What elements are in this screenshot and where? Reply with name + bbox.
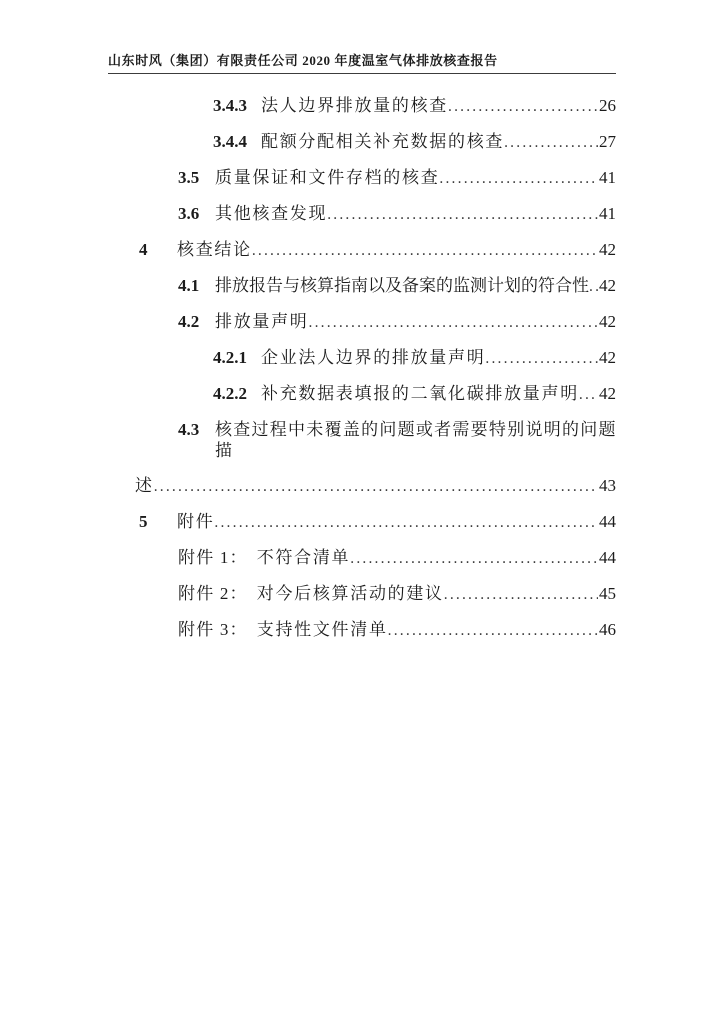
- toc-entry-page: 27: [599, 132, 616, 151]
- toc-entry-title: 排放报告与核算指南以及备案的监测计划的符合性: [215, 276, 589, 295]
- toc-entry-title: 法人边界排放量的核查: [261, 96, 448, 115]
- toc-entry-number: 3.4.3: [213, 96, 247, 115]
- toc-entry-number: 4.2.1: [213, 348, 247, 367]
- toc-entry[interactable]: [108, 311, 616, 333]
- toc-entry[interactable]: [108, 203, 616, 225]
- toc-entry-page: 26: [599, 96, 616, 115]
- toc-entry[interactable]: [108, 419, 616, 461]
- toc-entry[interactable]: [108, 347, 616, 369]
- toc-entry-page: 44: [599, 512, 616, 531]
- toc-entry[interactable]: [108, 239, 616, 261]
- toc-entry-page: 44: [599, 548, 616, 567]
- toc-entry-number: 4.2: [178, 312, 200, 331]
- toc-entry-number: 附件 1：: [178, 548, 248, 567]
- toc-entry[interactable]: [108, 475, 616, 497]
- toc-entry-title: 核查结论: [177, 240, 252, 259]
- toc-entry-page: 43: [599, 476, 616, 495]
- toc-entry[interactable]: [108, 275, 616, 297]
- toc-list: [108, 95, 616, 641]
- toc-dot-leader: [388, 620, 598, 641]
- toc-entry[interactable]: [108, 167, 616, 189]
- toc-entry[interactable]: [108, 619, 616, 641]
- toc-dot-leader: [350, 548, 598, 569]
- toc-entry-page: 42: [599, 312, 616, 331]
- toc-entry-number: 4.3: [178, 420, 200, 439]
- toc-entry-title: 其他核查发现: [215, 204, 328, 223]
- running-header-title: 山东时风（集团）有限责任公司 2020 年度温室气体排放核查报告: [108, 53, 616, 74]
- toc-entry-number: 附件 2：: [178, 584, 248, 603]
- page-content: [108, 0, 616, 641]
- toc-entry-title: 企业法人边界的排放量声明: [261, 348, 486, 367]
- toc-dot-leader: [309, 312, 599, 333]
- toc-entry-title: 质量保证和文件存档的核查: [215, 168, 440, 187]
- toc-entry-number: 4.1: [178, 276, 200, 295]
- toc-entry-page: 46: [599, 620, 616, 639]
- toc-dot-leader: [327, 204, 598, 225]
- toc-entry-number: 5: [139, 512, 148, 531]
- toc-entry-title: 补充数据表填报的二氧化碳排放量声明: [261, 384, 579, 403]
- toc-entry[interactable]: [108, 95, 616, 117]
- toc-entry-title: 附件: [177, 512, 215, 531]
- toc-entry[interactable]: [108, 131, 616, 153]
- toc-dot-leader: [154, 476, 598, 497]
- toc-entry-page: 42: [599, 240, 616, 259]
- toc-dot-leader: [448, 96, 598, 117]
- toc-entry-number: 3.5: [178, 168, 200, 187]
- toc-entry-title: 对今后核算活动的建议: [256, 584, 444, 603]
- toc-entry-number: 附件 3：: [178, 620, 248, 639]
- toc-entry-page: 41: [599, 168, 616, 187]
- toc-entry[interactable]: [108, 511, 616, 533]
- toc-entry-page: 42: [599, 384, 616, 403]
- toc-entry[interactable]: [108, 547, 616, 569]
- toc-dot-leader: [444, 584, 598, 605]
- toc-dot-leader: [504, 132, 598, 153]
- toc-entry-number: 4: [139, 240, 148, 259]
- toc-entry-number: 3.6: [178, 204, 200, 223]
- toc-entry[interactable]: [108, 383, 616, 405]
- toc-entry-page: 42: [599, 276, 616, 295]
- toc-dot-leader: [589, 276, 598, 297]
- page-header: [108, 0, 616, 74]
- toc-entry-title: 述: [135, 476, 154, 495]
- toc-entry-page: 41: [599, 204, 616, 223]
- toc-entry[interactable]: [108, 583, 616, 605]
- toc-dot-leader: [485, 348, 598, 369]
- toc-entry-title: 不符合清单: [256, 548, 351, 567]
- toc-entry-title: 核查过程中未覆盖的问题或者需要特别说明的问题描: [215, 420, 616, 460]
- toc-entry-title: 排放量声明: [215, 312, 309, 331]
- toc-dot-leader: [439, 168, 598, 189]
- toc-dot-leader: [579, 384, 598, 405]
- toc-entry-number: 4.2.2: [213, 384, 247, 403]
- toc-entry-number: 3.4.4: [213, 132, 247, 151]
- toc-entry-page: 42: [599, 348, 616, 367]
- toc-entry-title: 配额分配相关补充数据的核查: [261, 132, 505, 151]
- toc-entry-title: 支持性文件清单: [256, 620, 388, 639]
- toc-dot-leader: [252, 240, 598, 261]
- toc-entry-page: 45: [599, 584, 616, 603]
- toc-dot-leader: [214, 512, 598, 533]
